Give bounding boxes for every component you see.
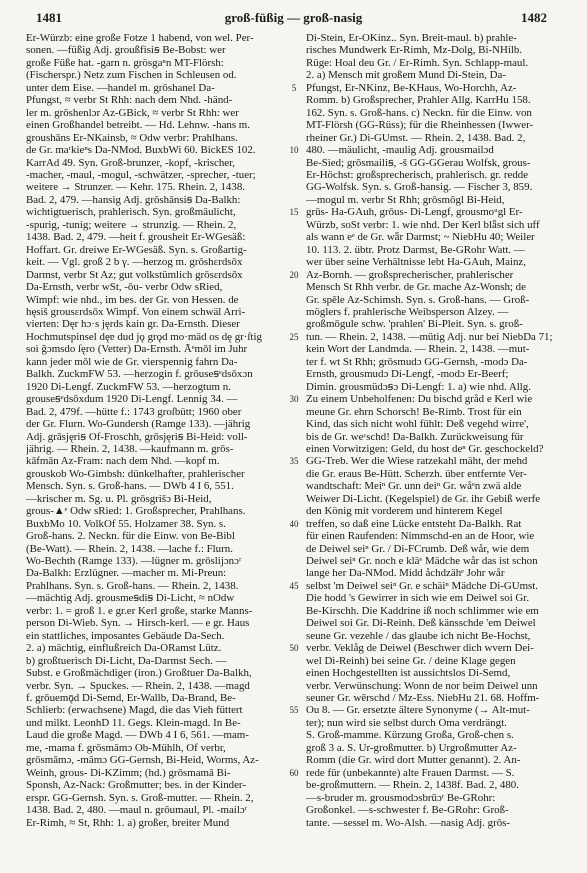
- page-number-right: 1482: [521, 10, 547, 25]
- line-number: 10: [289, 145, 299, 156]
- text-line: Subst. e Großmächdiger (iron.) Großtuer Da-Balkh,: [26, 667, 252, 680]
- text-line: großmōgule schw. 'prahlen' Bi-Pleit. Syn. s. groß-: [306, 318, 523, 331]
- text-line: —mogul m. verbr St Rhh; grōsmōgl Bi-Heid,: [306, 193, 505, 206]
- left-column: [26, 32, 279, 829]
- text-line: Gr. spēle Az-Schimsh. Syn. s. Groß-hans. — Groß-: [306, 293, 530, 306]
- text-line: verbr. Syn. → Spuckes. — Rhein. 2, 1438. —magd: [26, 679, 250, 692]
- text-line: ler m. grōshenlɔr Az-GBick, ≈ verbr St Rhh: wer: [26, 106, 239, 119]
- text-line: jährig. — Rhein. 2, 1438. —kaufmann m. grōs-: [26, 442, 234, 455]
- text-line: den König mit vorderem und hinterem Kegel: [306, 505, 503, 518]
- text-line: —s-bruder m. grousmodɔsbrūɔʳ Be-GRohr:: [306, 791, 496, 804]
- text-line: Mensch St Rhh verbr. de Gr. mache Az-Wonsh; de: [306, 281, 526, 294]
- text-line: einen Großhandel betreibt. — Hd. Lehnw. -hans m.: [26, 119, 251, 132]
- text-line: seuner Gr. wērschd / Mz-Ess. NiebHu 21. 68. Hoffm-: [306, 692, 540, 705]
- text-line: Kind, das sich nicht wohl fühlt: Deß vegehd wirre',: [306, 418, 529, 431]
- text-line: unter dem Eise. —handel m. grōshanel Da-: [26, 81, 215, 94]
- right-column: [306, 32, 559, 829]
- text-line: GG-Wolfsk. Syn. s. Groß-hansig. — Fischer 3, 859.: [306, 181, 533, 194]
- text-line: Großonkel. —s-schwester f. Be-GRohr: Groß-: [306, 804, 509, 817]
- text-line: Er-Rimh, ≈ St, Rhh: 1. a) großer, breiter Mund: [26, 816, 230, 829]
- text-line: Würzb, soSt verbr: 1. wie nhd. Der Kerl blǟst sich uff: [306, 218, 540, 231]
- text-line: für einen Raufenden: Nimmschd-en an de Hoor, wie: [306, 530, 535, 543]
- text-line: keit. — Vgl. groß 2 b γ. —herzog m. grōshɛrdsōx: [26, 256, 243, 269]
- text-line: kann jeder mǒl wie de Gr. vierspennig fahrn Da-: [26, 355, 238, 368]
- text-line: KarrAd 49. Syn. Groß-brunzer, -kopf, -krischer,: [26, 156, 236, 169]
- text-line: groß 3 a. S. Ur-großmutter. b) Urgroßmutter Az-: [306, 741, 517, 754]
- text-line: Darmst, verbr St Az; gut volkstümlich grōsɛrdsōx: [26, 268, 243, 281]
- text-line: (Fischerspr.) Netz zum Fischen in Schleusen od.: [26, 69, 237, 82]
- text-line: selbst 'm Deiwel seiⁿ Gr. e schäiⁿ Mädche Di-GUmst.: [306, 579, 539, 592]
- text-line: Er-Würzb: eine große Fotze 1 habend, von wel. Per-: [26, 32, 254, 44]
- text-line: Da-Balkh: Erzlügner. —macher m. Mi-Preun:: [26, 567, 227, 580]
- line-number: 35: [289, 456, 299, 467]
- text-line: Sponsh, Az-Nack: Großmutter; bes. in der Kinder-: [26, 779, 246, 792]
- text-line: person Di-Wieb. Syn. → Hirsch-kerl. — e gr. Haus: [26, 617, 250, 630]
- text-line: wichtigtuerisch, prahlerisch. Syn. großmäulicht,: [26, 206, 236, 219]
- text-line: bis de Gr. weᶜschd! Da-Balkh. Zurückweisung für: [306, 430, 524, 443]
- text-line: die Gr. eraus Be-Hütt. Scherzh. über entfernte Ver-: [306, 467, 527, 480]
- text-line: 480. —mäulicht, -maulig Adj. grousmailɔd: [306, 144, 494, 157]
- text-line: Deiwel seiⁿ Gr. noch e kläᵉ Mädche wår das ist schon: [306, 555, 538, 568]
- text-line: Groß-hans. 2. Neckn. für die Einw. von Be-Bibl: [26, 530, 235, 543]
- text-line: 1920 Di-Lengf. ZuckmFW 53. —herzogtum n.: [26, 380, 231, 393]
- text-line: ter); nun wird sie selbst durch Oma verdrängt.: [306, 716, 507, 729]
- text-line: de Gr. mаʳkiеⁿs Da-NMod. BuxbWi 60. BickES 102.: [26, 144, 256, 157]
- text-line: tun. — Rhein. 2, 1438. —mütig Adj. nur bei NiebDa 71;: [306, 330, 553, 343]
- text-line: Pfungst, ≈ verbr St Rhh: nach dem Nhd. -händ-: [26, 94, 233, 107]
- text-line: der Gr. Flurn. Wo-Gundersh (Ramge 133). —jährig: [26, 418, 251, 431]
- text-line: sonen. —füßig Adj. groußfisiꞩ Be-Bobst: wer: [26, 44, 226, 57]
- text-line: verbr. Verwünschung: Wonn de nor beim Deiwel unn: [306, 679, 538, 692]
- text-line: kāfmān Az-Fram: nach dem Nhd. —kopf m.: [26, 455, 220, 468]
- text-line: Schlierb: (erwachsene) Magd, die das Vieh füttert: [26, 704, 243, 717]
- line-number: 50: [289, 643, 299, 654]
- text-line: wandtschaft: Meiⁿ Gr. unn deiⁿ Gr. wåᵉn zwä alde: [306, 480, 522, 493]
- text-line: hęsiš grousɛrdsōx Wimpf. Von einem schwäl Arri-: [26, 305, 246, 318]
- line-number: 60: [289, 767, 299, 778]
- text-line: Bad. 2, 479f. —hütte f.: 1743 groſbütt; 1960 ober: [26, 405, 242, 418]
- text-line: Wimpf: wie nhd., im bes. der Gr. von Hessen. de: [26, 293, 239, 306]
- text-line: tante. —sessel m. Wo-Alsh. —nasig Adj. grōs-: [306, 816, 511, 829]
- text-line: Weiwer Di-Licht. (Kegelspiel) de Gr. ihr Gebiß werfe: [306, 492, 541, 505]
- text-line: 10. 113. 2. übtr. Protz Darmst, Be-GRohr Watt. —: [306, 243, 525, 256]
- line-number: 20: [289, 269, 299, 280]
- text-line: Mensch. Syn. s. Groß-hans. — DWb 4 I 6, 551.: [26, 480, 234, 493]
- running-title: groß-füßig — groß-nasig: [224, 10, 363, 25]
- text-line: meune Gr. ehrn Schorsch! Be-Rimb. Trost für ein: [306, 405, 522, 418]
- text-line: soi ğɔmsdo ſęro (Vetter) Da-Ernsth. Āᵉmǒl im Juhr: [26, 343, 248, 356]
- page-number-left: 1481: [36, 10, 62, 25]
- text-line: wel Di-Reinh) bei seine Gr. / deine Klage gegen: [306, 654, 516, 667]
- text-line: Prahlhans. Syn. s. Groß-hans. — Rhein. 2, 1438.: [26, 579, 239, 592]
- text-line: 1438. Bad. 2, 479. —heit f. grousheit Er-WGesäß:: [26, 231, 246, 244]
- text-line: einen Vorwitzigen: Geld, du host deⁿ Gr. geschockeld?: [306, 442, 544, 455]
- text-line: Dimin. grousmüdɔꞩɔ Di-Lengf: 1. a) wie nhd. Allg.: [306, 380, 531, 393]
- text-line: Laud die große Magd. — DWb 4 I 6, 561. —mam-: [26, 729, 249, 742]
- text-line: risches Mundwerk Er-Rimh, Mz-Dolg, Bi-NHilb.: [306, 44, 523, 57]
- text-line: MT-Flörsh (GG-Rüss); für die Rheinhessen (Iwwer-: [306, 119, 534, 132]
- text-line: grouseꞩᵉdsōxdum 1920 Di-Lengf. Lennig 34. —: [26, 393, 238, 406]
- line-number: 25: [289, 331, 299, 342]
- text-line: möglers f. prahlerische Weibsperson Alzey. —: [306, 305, 509, 318]
- text-line: Hoffart. Gr. dreiwe Er-WGesäß. Syn. s. Großartig-: [26, 243, 247, 256]
- line-number: 30: [289, 394, 299, 405]
- text-line: als wann eᵉ de Gr. wǟr Darmst; ~ NiebHu 40; Weiler: [306, 231, 535, 244]
- text-line: me, -mama f. grōsmāmɔ Ob-Mühlh, Of verbr,: [26, 741, 226, 754]
- text-line: f. grōuemǭd Di-Semd, Er-Wallb, Da-Brand, Be-: [26, 692, 236, 705]
- text-line: Deiwel soi Gr. Di-Reinh. Deß känsschde 'em Deiwel: [306, 617, 536, 630]
- text-line: S. Groß-mamme. Kürzung Großa, Groß-chen s.: [306, 729, 514, 742]
- line-number: 40: [289, 518, 299, 529]
- text-line: be-großmuttern. — Rhein. 2, 1438f. Bad. 2, 480.: [306, 779, 519, 792]
- text-line: seune Gr. vezehle / das glaube ich nicht Be-Hochst,: [306, 629, 531, 642]
- text-line: Ernsth, grousmudɔ Di-Lengf, -modɔ Er-Beerf;: [306, 368, 509, 381]
- text-line: de Deiwel seiⁿ Gr. / Di-FCrumb. Deß wår, wie dem: [306, 542, 530, 555]
- text-line: erspr. GG-Gernsh. Syn. s. Groß-mutter. — Rhein. 2,: [26, 791, 254, 804]
- text-line: Bad. 2, 479. —hansig Adj. grōshānsiꞩ Da-Balkh:: [26, 193, 241, 206]
- text-line: große Füße hat. -garn n. grösgaⁿn MT-Flörsh:: [26, 56, 224, 69]
- text-line: wer über seine Verhältnisse lebt Ha-GAuh, Mainz,: [306, 256, 526, 269]
- line-number: 45: [289, 580, 299, 591]
- text-line: -macher, -maul, -mogul, -schwätzer, -sprecher, -tuer;: [26, 168, 256, 181]
- text-line: b) großtuerisch Di-Licht, Da-Darmst Sech. —: [26, 654, 227, 667]
- line-number: 5: [291, 82, 297, 93]
- text-line: Be-Sied; grōsmailiꞩ, -š GG-GGerau Wolfsk, grous-: [306, 156, 531, 169]
- text-line: lange her Da-NMod. Midd åchdzähᵉ Johr wår: [306, 567, 505, 580]
- text-line: 2. a) mächtig, einflußreich Da-ORamst Lütz.: [26, 642, 222, 655]
- text-line: BuxbMo 10. VolkOf 55. Holzamer 38. Syn. s.: [26, 517, 226, 530]
- text-line: Wo-Bechth (Ramge 133). —lügner m. grōslijɔnɔʳ: [26, 555, 242, 568]
- text-line: Er-Höchst: großsprecherisch, prahlerisch. gr. redde: [306, 168, 529, 181]
- text-line: Az-Bornh. — großsprecherischer, prahlerischer: [306, 268, 514, 281]
- text-line: Balkh. ZuckmFW 53. —herzogin f. grōuseꞩᵉdsōxɔn: [26, 368, 253, 381]
- text-line: treffen, so daß eine Lücke entsteht Da-Balkh. Rat: [306, 517, 522, 530]
- text-line: vierten: Dęr hɔ·s jęrds kain gr. Da-Ernsth. Dieser: [26, 318, 240, 331]
- text-line: (Be-Watt). — Rhein. 2, 1438. —lache f.: Flurn.: [26, 542, 233, 555]
- text-line: und milkt. LeonhD 11. Gegs. Klein-magd. In Be-: [26, 716, 241, 729]
- text-line: Da-Ernsth, verbr wSt, -ōu- verbr Odw sRied,: [26, 281, 223, 294]
- text-line: weitere → Strunzer. — Kehr. 175. Rhein. 2, 1438.: [26, 181, 245, 194]
- line-number: 55: [289, 705, 299, 716]
- text-line: -spurig, -tunig; weitere → strunzig. — Rhein. 2,: [26, 218, 237, 231]
- text-line: kein Wort der Landmda. — Rhein. 2, 1438. —mut-: [306, 343, 530, 356]
- line-number: 15: [289, 207, 299, 218]
- text-line: —krischer m. Sg. u. Pl. grōsgrišɔ Bi-Heid,: [26, 492, 212, 505]
- text-line: Be-Kirschh. Die Kaddrine iß noch schlimmer wie em: [306, 604, 539, 617]
- text-line: Romm (die Gr. wird dort Mutter genannt). 2. An-: [306, 754, 521, 767]
- text-line: grouskob Wo-Gimbsh: dünkelhafter, prahlerischer: [26, 467, 245, 480]
- text-line: 162. Syn. s. Groß-hans. c) Neckn. für die Einw. von: [306, 106, 532, 119]
- text-line: grūs- Ha-GAuh, grōus- Di-Lengf, grousmoᵘgl Er-: [306, 206, 523, 219]
- text-line: verbr. Veklåg de Deiwel (Beschwer dich wvern Dei-: [306, 642, 534, 655]
- text-line: verbr: 1. = groß 1. e gr.er Kerl große, starke Manns-: [26, 604, 253, 617]
- text-line: Weinh, grous- Di-KZimm; (hd.) grōsmamā Bi-: [26, 766, 231, 779]
- text-line: Romm. b) Großsprecher, Prahler Allg. KarrHu 158.: [306, 94, 531, 107]
- text-line: 1438. Bad. 2, 480. —maul n. grōumaul, Pl. -mailɔʳ: [26, 804, 248, 817]
- text-line: Ou 8. — Gr. ersetzte ältere Synonyme (→ Alt-mut-: [306, 704, 530, 717]
- page-header: [0, 10, 587, 30]
- text-line: einen Hochgestellten ist aussichtslos Di-Semd,: [306, 667, 511, 680]
- text-line: groushāns Er-NKainsb, ≈ Odw verbr: Prahlhans.: [26, 131, 238, 144]
- text-line: Hochmutspinsel dęɐ dud jǫ grǫd mo·mäd os dę gr·ſtig: [26, 330, 262, 343]
- text-line: rede für (unbekannte) alte Frauen Darmst. — S.: [306, 766, 515, 779]
- text-line: Di-Stein, Er-OKinz.. Syn. Breit-maul. b) prahle-: [306, 32, 517, 44]
- text-line: —mächtig Adj. grousmeꞩdiꞩ Di-Licht, ≈ nOdw: [26, 592, 235, 605]
- text-line: ein stattliches, imposantes Gebäude Da-Sech.: [26, 629, 225, 642]
- text-line: rheiner Gr.) Di-GUmst. — Rhein. 2, 1438. Bad. 2,: [306, 131, 526, 144]
- text-line: Adj. grāsjęriꞩ Of-Froschh, grōsjęriꞩ Bi-Heid: voll-: [26, 430, 248, 443]
- text-line: Pfungst, Er-NKinz, Be-KHaus, Wo-Horchh, Az-: [306, 81, 517, 94]
- text-line: 2. a) Mensch mit großem Mund Di-Stein, Da-: [306, 69, 506, 82]
- text-line: Zu einem Unbeholfenen: Du bischd gråd e Kerl wie: [306, 393, 533, 406]
- text-line: ter f. wt St Rhh; grōsmudɔ GG-Gernsh, -modɔ Da-: [306, 355, 528, 368]
- text-line: grōsmāmɔ, -māmɔ GG-Gernsh, Bi-Heid, Worms, Az-: [26, 754, 259, 767]
- text-line: grous-▲ᵉ Odw sRied: 1. Großsprecher, Prahlhans.: [26, 505, 246, 518]
- text-line: Die hodd 's Gewirrer in sich wie em Deiwel soi Gr.: [306, 592, 530, 605]
- text-line: Rüge: Hoal deu Gr. / Er-Rimh. Syn. Schlapp-maul.: [306, 56, 529, 69]
- text-line: GG-Treb. Wer die Wiese ratzekahl mäht, der mehd: [306, 455, 528, 468]
